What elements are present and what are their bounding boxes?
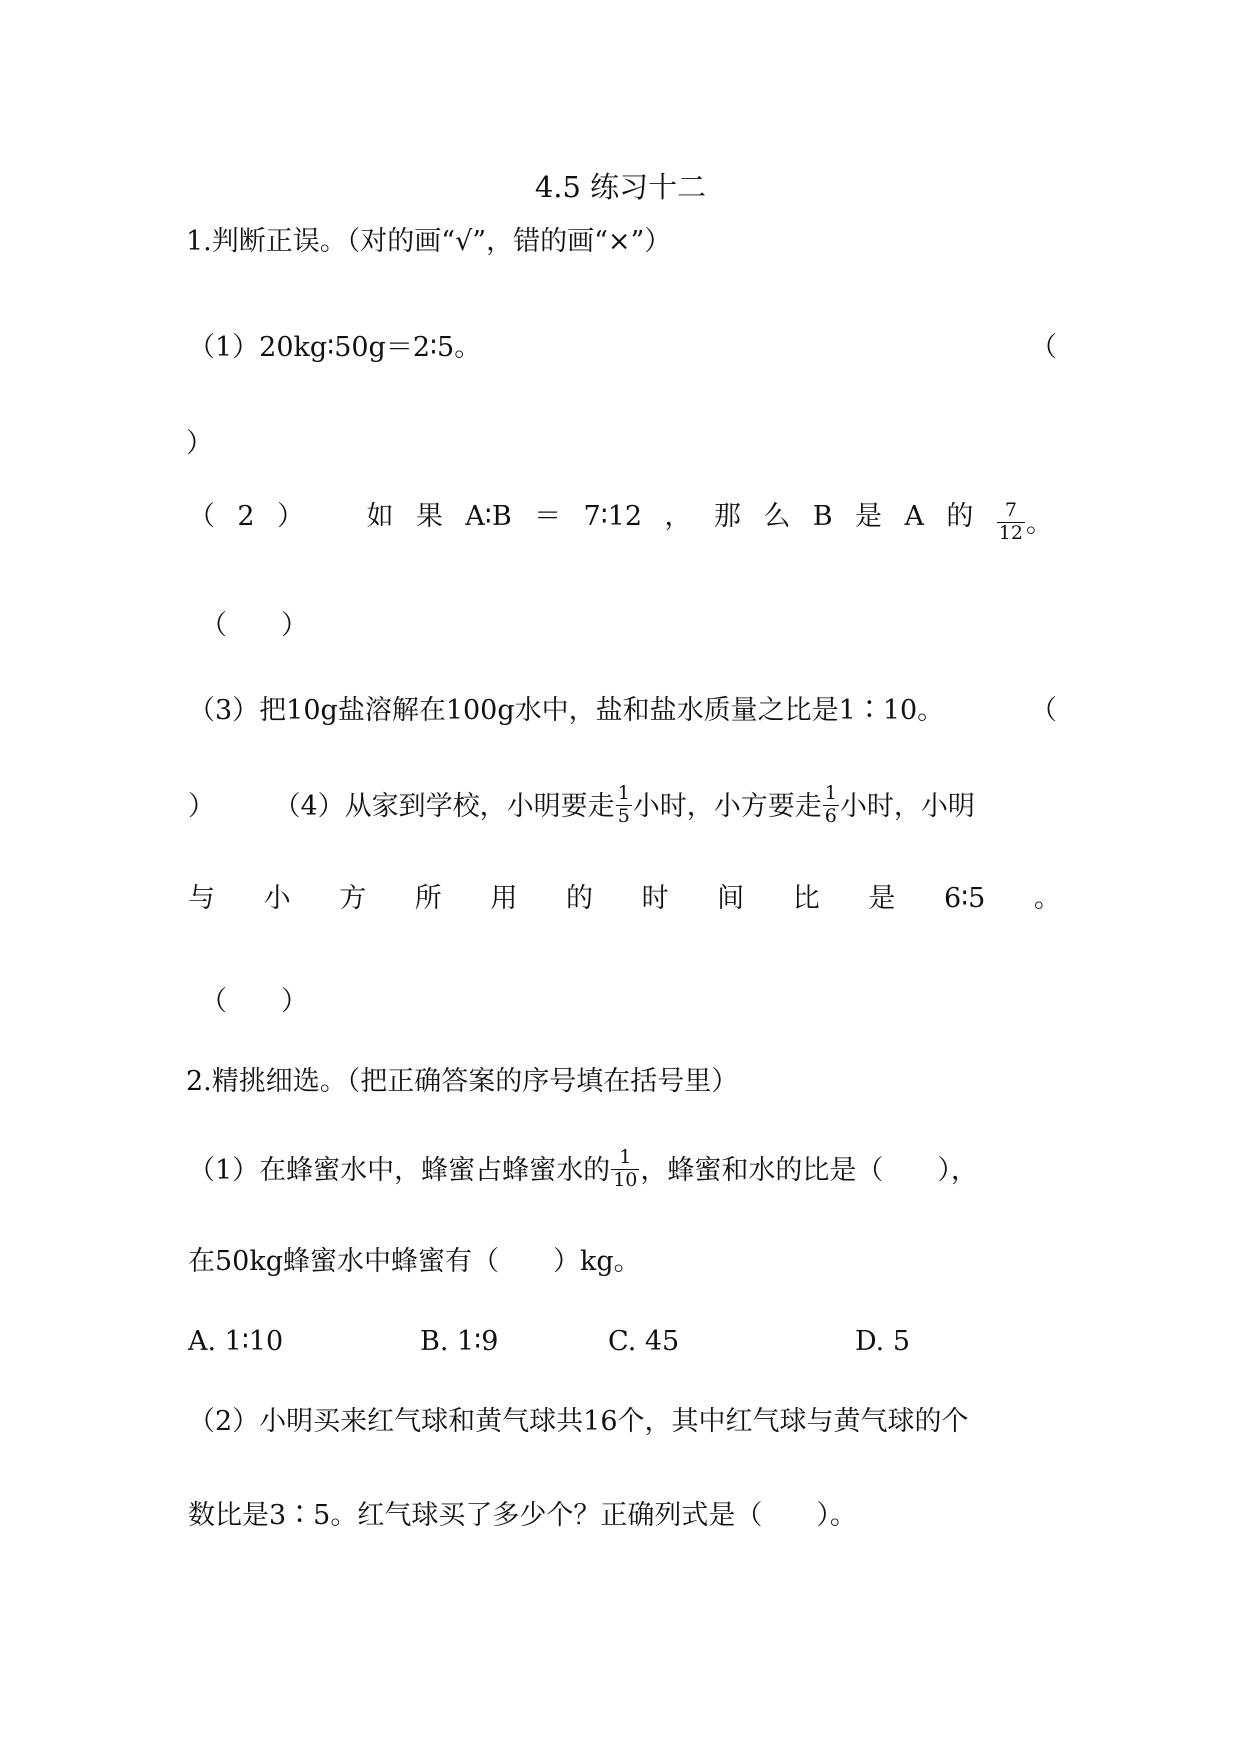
s1-q2-fraction	[997, 501, 1025, 544]
s1-q3-q4-line	[188, 782, 975, 829]
s1-q2-part: 的	[946, 501, 974, 532]
s1-q2-part: ）	[277, 501, 305, 532]
s1-q4-after: 小时，小明	[839, 790, 975, 822]
s1-q2-part: ＝	[534, 501, 562, 532]
s2-q1-option-c: C. 45	[608, 1326, 680, 1357]
s1-q4-before: （4）从家到学校，小明要走	[287, 790, 615, 822]
s2-q2-line2: 数比是3∶5。红气球买了多少个？正确列式是（ ）。	[188, 1500, 857, 1531]
section1-heading: 1.判断正误。（对的画“√”，错的画“×”）	[186, 226, 672, 257]
fraction-numerator: 1	[824, 782, 837, 804]
page-title: 4.5 练习十二	[534, 170, 707, 204]
s2-q1-line2: 在50kg蜂蜜水中蜂蜜有（ ）kg。	[188, 1246, 641, 1277]
s1-q2-paren: （ ）	[200, 610, 308, 641]
s1-q2-end: 。	[1025, 507, 1053, 539]
s1-q3-paren-close: ）	[188, 790, 215, 822]
s1-q4-char: 所	[414, 883, 442, 914]
s1-q4-char: 比	[792, 883, 820, 914]
s1-q4-fraction-2	[823, 784, 839, 827]
s1-q2-part: B	[812, 501, 833, 532]
s2-q1-line1	[188, 1146, 978, 1193]
section2-heading: 2.精挑细选。（把正确答案的序号填在括号里）	[186, 1066, 739, 1097]
s1-q3-text: （3）把10g盐溶解在100g水中，盐和盐水质量之比是1∶10。	[188, 695, 945, 726]
s1-q2-part: （	[188, 501, 215, 532]
s1-q2-part: 如	[366, 501, 394, 532]
s1-q4-char: 方	[339, 883, 367, 914]
s1-q4-line2	[188, 885, 1061, 912]
fraction-denominator: 5	[617, 804, 630, 827]
s1-q4-char: 间	[717, 883, 745, 914]
s2-q2-line1: （2）小明买来红气球和黄气球共16个，其中红气球与黄气球的个	[188, 1406, 969, 1437]
s1-q4-char: 小	[263, 883, 291, 914]
s2-q1-fraction	[611, 1148, 639, 1191]
s1-q2-fraction-wrap	[996, 499, 1053, 546]
s2-q1-option-a: A. 1∶10	[188, 1326, 284, 1357]
s1-q4-paren: （ ）	[200, 986, 308, 1017]
fraction-numerator: 1	[619, 1146, 632, 1168]
s1-q2-part: A	[904, 501, 924, 532]
fraction-denominator: 12	[998, 521, 1023, 544]
s1-q4-char: 6∶5	[943, 883, 986, 914]
s1-q2-part: 那	[713, 501, 741, 532]
s2-q1-after: ，蜂蜜和水的比是（ ），	[640, 1154, 978, 1186]
s1-q1-paren-open: （	[1030, 332, 1057, 363]
fraction-denominator: 10	[613, 1168, 638, 1191]
s1-q1-text: （1）20kg∶50g＝2∶5。	[188, 332, 482, 363]
fraction-numerator: 1	[617, 782, 630, 804]
s1-q2-part: 么	[763, 501, 791, 532]
s2-q1-before: （1）在蜂蜜水中，蜂蜜占蜂蜜水的	[188, 1154, 611, 1186]
s1-q2-part: 果	[415, 501, 443, 532]
s1-q3-paren-open: （	[1030, 695, 1057, 726]
s1-q4-char: 是	[868, 883, 896, 914]
s2-q1-option-d: D. 5	[855, 1326, 911, 1357]
s1-q4-char: 。	[1033, 883, 1061, 914]
s1-q2-part: A∶B	[465, 501, 512, 532]
s1-q4-fraction-1	[616, 784, 632, 827]
fraction-denominator: 6	[824, 804, 837, 827]
s2-q1-option-b: B. 1∶9	[420, 1326, 499, 1357]
s1-q2-part: 2	[237, 501, 255, 532]
s1-q2-part: 是	[855, 501, 883, 532]
s1-q4-middle: 小时，小方要走	[632, 790, 822, 822]
s1-q4-char: 用	[490, 883, 518, 914]
s1-q2-part: 7∶12	[583, 501, 643, 532]
s1-q4-char: 时	[641, 883, 669, 914]
s1-q4-char: 的	[565, 883, 593, 914]
fraction-numerator: 7	[1004, 499, 1017, 521]
s1-q2-line	[188, 499, 1053, 546]
s1-q4-char: 与	[188, 883, 215, 914]
s1-q1-paren-close: ）	[186, 428, 213, 459]
s1-q2-part: ，	[664, 501, 692, 532]
